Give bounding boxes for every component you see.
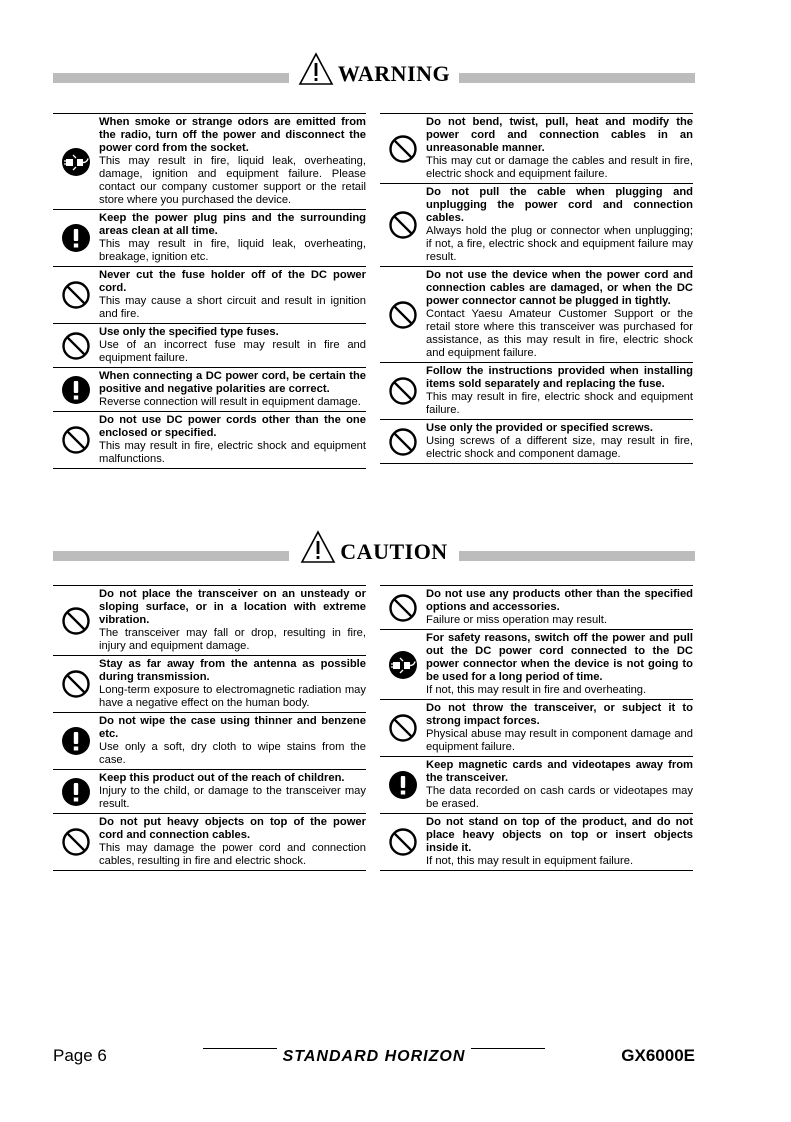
safety-description: This may result in fire, liquid leak, overheating, breakage, ignition etc. [99, 238, 366, 263]
prohibition-icon [380, 184, 426, 266]
mandatory-action-icon [53, 368, 99, 411]
safety-heading: Never cut the fuse holder off of the DC power cord. [99, 269, 366, 294]
prohibition-icon [380, 420, 426, 463]
safety-text [426, 420, 693, 463]
safety-item [53, 586, 366, 656]
safety-item [380, 700, 693, 757]
safety-item [53, 267, 366, 324]
safety-heading: Do not use DC power cords other than the one enclosed or specified. [99, 414, 366, 439]
safety-description: This may cut or damage the cables and result in fire, electric shock and equipment failure. [426, 155, 693, 180]
prohibition-icon [53, 267, 99, 323]
safety-text [426, 363, 693, 419]
safety-heading: Do not wipe the case using thinner and benzene etc. [99, 715, 366, 740]
mandatory-action-icon [53, 713, 99, 769]
safety-item [380, 757, 693, 814]
safety-text [99, 713, 366, 769]
safety-description: Failure or miss operation may result. [426, 614, 607, 626]
safety-heading: Follow the instructions provided when installing items sold separately and replacing the fuse. [426, 365, 693, 390]
safety-heading: When smoke or strange odors are emitted from the radio, turn off the power and disconnect the power cord from the socket. [99, 116, 366, 154]
prohibition-icon [53, 412, 99, 468]
safety-description: Injury to the child, or damage to the transceiver may result. [99, 785, 366, 810]
safety-item [53, 114, 366, 210]
caution-right-column [380, 585, 693, 871]
page-footer [53, 1044, 695, 1068]
safety-description: The data recorded on cash cards or videotapes may be erased. [426, 785, 693, 810]
safety-heading: Stay as far away from the antenna as possible during transmission. [99, 658, 366, 683]
safety-item [53, 656, 366, 713]
caution-triangle-icon [300, 530, 336, 564]
safety-description: Use of an incorrect fuse may result in fire and equipment failure. [99, 339, 366, 364]
safety-description: This may damage the power cord and connection cables, resulting in fire and electric shock. [99, 842, 366, 867]
safety-description: This may result in fire, electric shock and equipment failure. [426, 391, 693, 416]
safety-text [99, 267, 366, 323]
mandatory-action-icon [53, 770, 99, 813]
model-name: GX6000E [621, 1046, 695, 1065]
safety-description: This may result in fire, electric shock and equipment malfunctions. [99, 440, 366, 465]
safety-description: Physical abuse may result in component damage and equipment failure. [426, 728, 693, 753]
safety-text [99, 114, 366, 209]
prohibition-icon [53, 324, 99, 367]
safety-heading: Use only the specified type fuses. [99, 326, 279, 338]
safety-text [99, 814, 366, 870]
safety-item [380, 184, 693, 267]
safety-text [426, 184, 693, 266]
mandatory-action-icon [53, 210, 99, 266]
safety-item [53, 412, 366, 469]
safety-item [380, 114, 693, 184]
safety-item [380, 267, 693, 363]
safety-text [426, 586, 693, 629]
warning-triangle-icon [298, 52, 334, 86]
prohibition-icon [380, 700, 426, 756]
safety-text [426, 267, 693, 362]
safety-item [53, 210, 366, 267]
safety-heading: Do not stand on top of the product, and do not place heavy objects on top or insert objects inside it. [426, 816, 693, 854]
prohibition-icon [53, 586, 99, 655]
safety-description: This may cause a short circuit and result in ignition and fire. [99, 295, 366, 320]
safety-heading: Do not put heavy objects on top of the power cord and connection cables. [99, 816, 366, 841]
safety-text [99, 586, 366, 655]
prohibition-icon [380, 267, 426, 362]
warning-right-column [380, 113, 693, 464]
warning-title: WARNING [337, 61, 451, 86]
safety-heading: Keep this product out of the reach of children. [99, 772, 345, 784]
safety-heading: Do not bend, twist, pull, heat and modify the power cord and connection cables in an unreasonable manner. [426, 116, 693, 154]
safety-item [53, 770, 366, 814]
safety-text [99, 412, 366, 468]
safety-text [426, 757, 693, 813]
safety-text [426, 630, 693, 699]
safety-text [426, 814, 693, 870]
safety-heading: Do not use the device when the power cord and connection cables are damaged, or when the DC power connector cannot be plugged in tightly. [426, 269, 693, 307]
prohibition-icon [53, 814, 99, 870]
prohibition-icon [53, 656, 99, 712]
safety-text [99, 324, 366, 367]
safety-heading: Do not place the transceiver on an unsteady or sloping surface, or in a location with extreme vibration. [99, 588, 366, 626]
safety-text [426, 114, 693, 183]
safety-description: Use only a soft, dry cloth to wipe stains from the case. [99, 741, 366, 766]
safety-description: The transceiver may fall or drop, resulting in fire, injury and equipment damage. [99, 627, 366, 652]
safety-heading: Do not throw the transceiver, or subject it to strong impact forces. [426, 702, 693, 727]
safety-text [426, 700, 693, 756]
caution-title: CAUTION [340, 539, 448, 564]
page-number: Page 6 [53, 1046, 107, 1065]
safety-description: Using screws of a different size, may result in fire, electric shock and component damage. [426, 435, 693, 460]
safety-description: If not, this may result in equipment failure. [426, 855, 634, 867]
safety-description: If not, this may result in fire and overheating. [426, 684, 647, 696]
safety-item [53, 324, 366, 368]
safety-heading: For safety reasons, switch off the power and pull out the DC power cord connected to the DC power connector when the device is not going to be used for a long period of time. [426, 632, 693, 683]
safety-item [380, 814, 693, 871]
safety-item [380, 420, 693, 464]
safety-heading: Do not use any products other than the specified options and accessories. [426, 588, 693, 613]
safety-description: Contact Yaesu Amateur Customer Support or the retail store where this transceiver was purchased for assistance, as this may result in fire, electric shock and equipment failure. [426, 308, 693, 359]
safety-description: This may result in fire, liquid leak, overheating, damage, ignition and equipment failure. Please contact our company customer support or the retail store where you purchased the device. [99, 155, 366, 206]
safety-heading: Do not pull the cable when plugging and unplugging the power cord and connection cables. [426, 186, 693, 224]
safety-heading: Use only the provided or specified screws. [426, 422, 653, 434]
warning-header [53, 52, 695, 92]
safety-text [99, 656, 366, 712]
safety-heading: When connecting a DC power cord, be certain the positive and negative polarities are correct. [99, 370, 366, 395]
safety-item [380, 630, 693, 700]
safety-item [380, 586, 693, 630]
caution-left-column [53, 585, 366, 871]
safety-text [99, 368, 366, 411]
mandatory-action-icon [380, 757, 426, 813]
safety-description: Long-term exposure to electromagnetic radiation may have a negative effect on the human body. [99, 684, 366, 709]
safety-item [53, 368, 366, 412]
caution-header [53, 530, 695, 570]
unplug-icon [53, 114, 99, 209]
safety-item [53, 713, 366, 770]
prohibition-icon [380, 586, 426, 629]
safety-description: Reverse connection will result in equipment damage. [99, 396, 361, 408]
safety-heading: Keep the power plug pins and the surrounding areas clean at all time. [99, 212, 366, 237]
prohibition-icon [380, 814, 426, 870]
safety-text [99, 210, 366, 266]
safety-description: Always hold the plug or connector when unplugging; if not, a fire, electric shock and equipment failure may result. [426, 225, 693, 263]
prohibition-icon [380, 363, 426, 419]
unplug-icon [380, 630, 426, 699]
warning-left-column [53, 113, 366, 469]
prohibition-icon [380, 114, 426, 183]
safety-text [99, 770, 366, 813]
safety-item [53, 814, 366, 871]
safety-item [380, 363, 693, 420]
brand-logo: STANDARD HORIZON [277, 1048, 472, 1065]
safety-heading: Keep magnetic cards and videotapes away from the transceiver. [426, 759, 693, 784]
